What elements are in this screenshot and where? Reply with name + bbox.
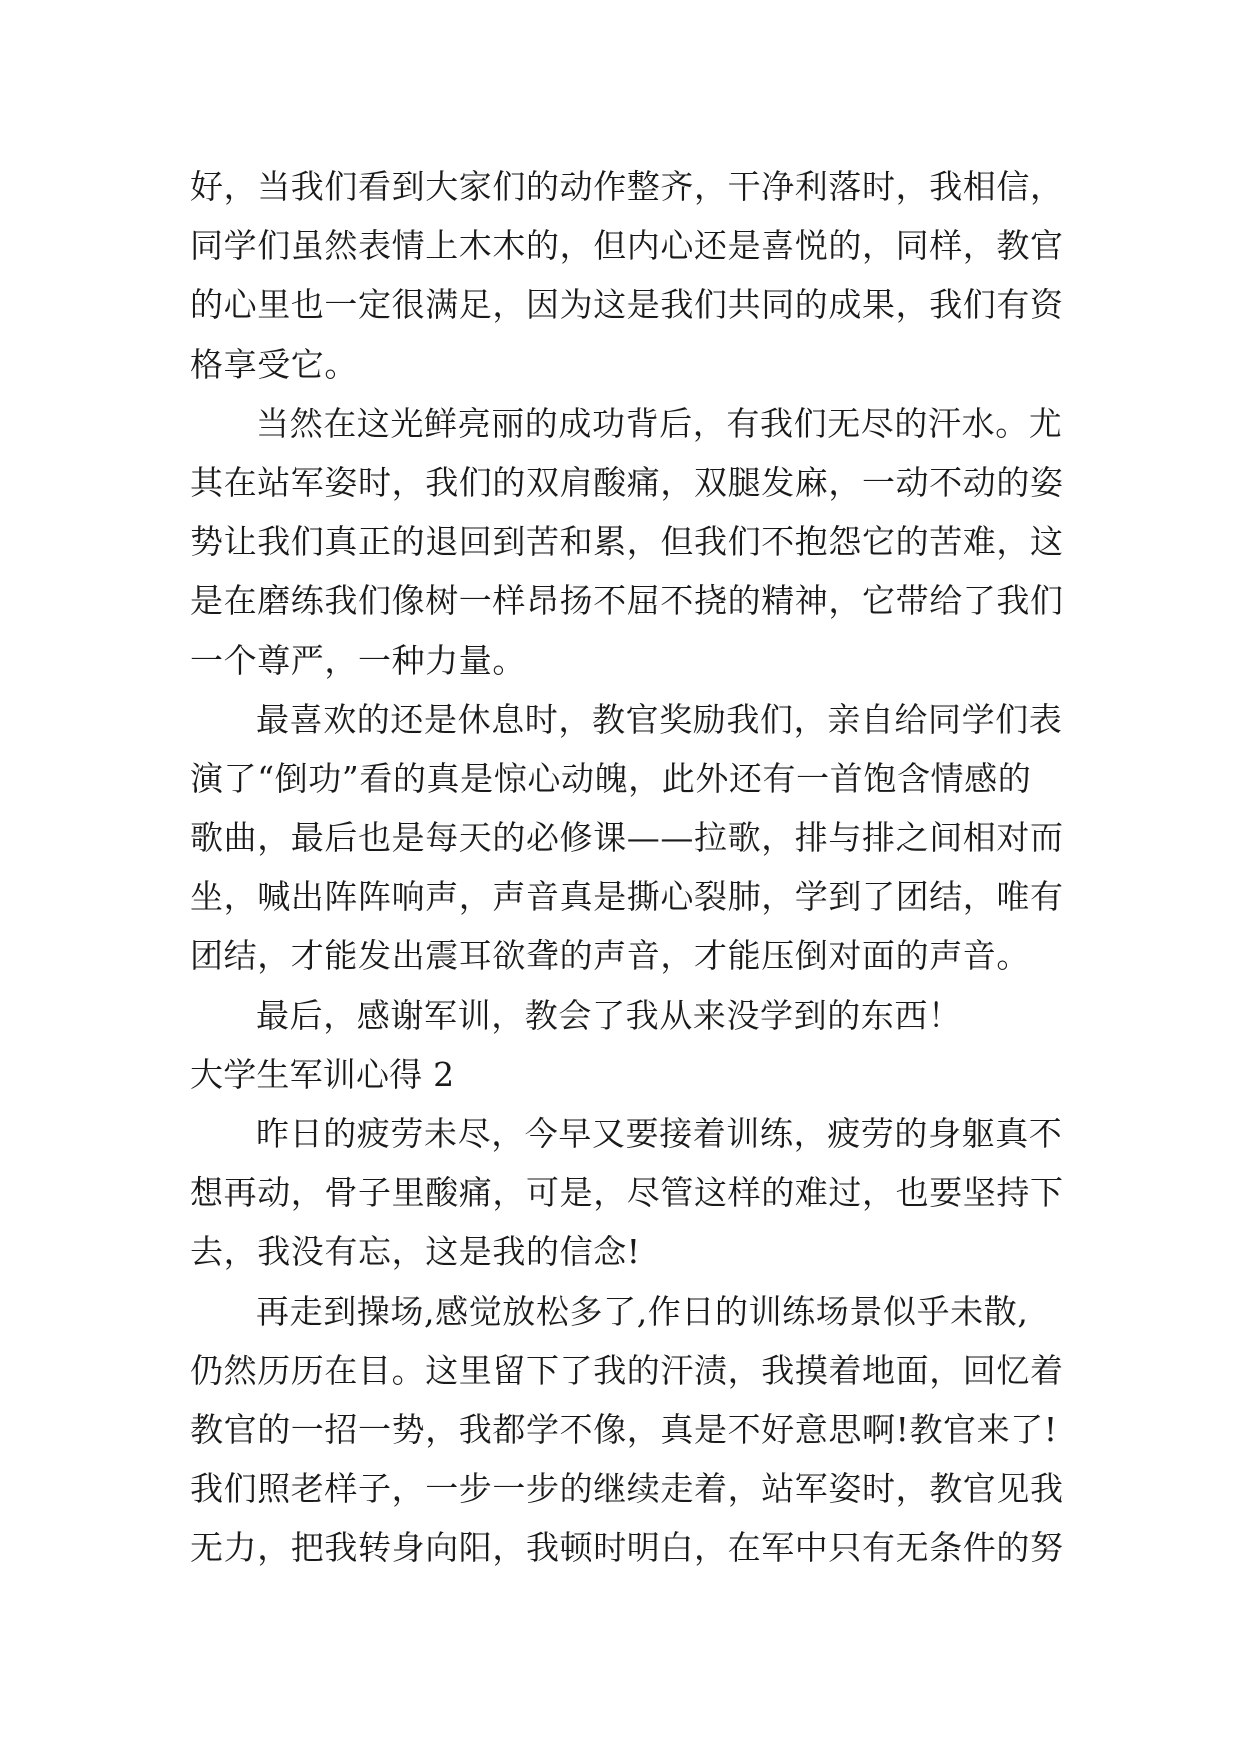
text-line: 歌曲，最后也是每天的必修课——拉歌，排与排之间相对而 <box>190 818 1064 858</box>
paragraph-first-line: 当然在这光鲜亮丽的成功背后，有我们无尽的汗水。尤 <box>256 403 1063 443</box>
text-line: 团结，才能发出震耳欲聋的声音，才能压倒对面的声音。 <box>190 936 1030 976</box>
text-line: 格享受它。 <box>190 344 358 384</box>
text-line: 势让我们真正的退回到苦和累，但我们不抱怨它的苦难，这 <box>190 522 1064 562</box>
paragraph-first-line: 最喜欢的还是休息时，教官奖励我们，亲自给同学们表 <box>256 699 1063 739</box>
text-line: 无力，把我转身向阳，我顿时明白，在军中只有无条件的努 <box>190 1528 1064 1568</box>
document-body <box>190 157 1064 1578</box>
text-line: 仍然历历在目。这里留下了我的汗渍，我摸着地面，回忆着 <box>190 1350 1064 1390</box>
text-line: 好，当我们看到大家们的动作整齐，干净利落时，我相信， <box>190 167 1064 206</box>
text-line: 我们照老样子，一步一步的继续走着，站军姿时，教官见我 <box>190 1469 1064 1509</box>
paragraph-first-line: 再走到操场,感觉放松多了,作日的训练场景似乎未散, <box>256 1291 1029 1331</box>
text-line: 是在磨练我们像树一样昂扬不屈不挠的精神，它带给了我们 <box>190 581 1064 621</box>
text-line: 坐，喊出阵阵响声，声音真是撕心裂肺，学到了团结，唯有 <box>190 877 1064 917</box>
text-line: 的心里也一定很满足，因为这是我们共同的成果，我们有资 <box>190 285 1064 325</box>
paragraph-first-line: 最后，感谢军训，教会了我从来没学到的东西！ <box>256 995 962 1035</box>
text-line: 想再动，骨子里酸痛，可是，尽管这样的难过，也要坚持下 <box>190 1173 1064 1213</box>
text-line: 一个尊严，一种力量。 <box>190 640 526 680</box>
text-line: 同学们虽然表情上木木的，但内心还是喜悦的，同样，教官 <box>190 226 1064 266</box>
text-line: 其在站军姿时，我们的双肩酸痛，双腿发麻，一动不动的姿 <box>190 462 1064 502</box>
text-line: 去，我没有忘，这是我的信念! <box>190 1232 641 1272</box>
text-line: 演了“倒功”看的真是惊心动魄，此外还有一首饱含情感的 <box>190 758 1032 798</box>
paragraph-first-line: 昨日的疲劳未尽，今早又要接着训练，疲劳的身躯真不 <box>256 1114 1063 1153</box>
section-heading: 大学生军训心得 2 <box>190 1054 455 1094</box>
text-line: 教官的一招一势，我都学不像，真是不好意思啊!教官来了! <box>190 1409 1058 1449</box>
